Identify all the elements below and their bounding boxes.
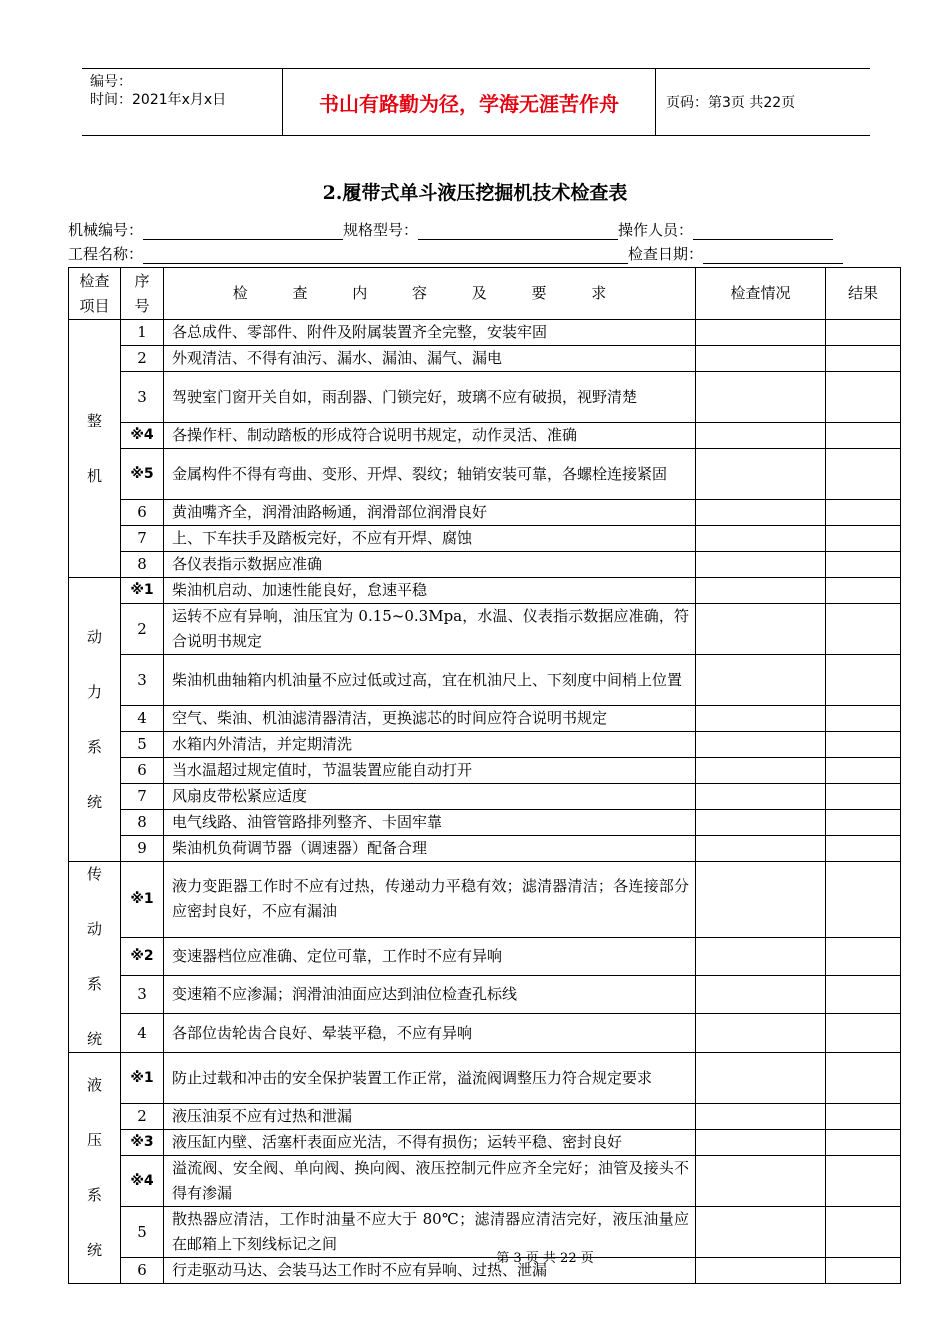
seq-cell: 3 (121, 655, 164, 706)
table-row (69, 500, 901, 526)
category-cell (69, 862, 121, 1053)
requirement-cell: 驾驶室门窗开关自如，雨刮器、门锁完好，玻璃不应有破损，视野清楚 (164, 372, 696, 423)
seq-cell: 2 (121, 346, 164, 372)
time-label: 时间：2021年x月x日 (90, 92, 227, 108)
status-cell[interactable] (696, 706, 826, 732)
category-char: 统 (86, 1241, 102, 1259)
status-cell[interactable] (696, 449, 826, 500)
machine-no-field[interactable] (143, 223, 343, 240)
result-cell[interactable] (826, 1130, 901, 1156)
requirement-cell: 行走驱动马达、会装马达工作时不应有异响、过热、泄漏 (164, 1258, 696, 1284)
table-row (69, 758, 901, 784)
result-cell[interactable] (826, 552, 901, 578)
category-cell (69, 320, 121, 578)
page-header (82, 68, 870, 136)
requirement-cell: 液力变距器工作时不应有过热，传递动力平稳有效；滤清器清洁；各连接部分应密封良好，不应有漏油 (164, 862, 696, 938)
code-label: 编号： (90, 74, 132, 90)
seq-cell: 6 (121, 758, 164, 784)
requirement-cell: 黄油嘴齐全，润滑油路畅通，润滑部位润滑良好 (164, 500, 696, 526)
requirement-cell: 各操作杆、制动踏板的形成符合说明书规定，动作灵活、准确 (164, 423, 696, 449)
requirement-cell: 水箱内外清洁，并定期清洗 (164, 732, 696, 758)
table-row (69, 732, 901, 758)
requirement-cell: 各部位齿轮齿合良好、晕装平稳，不应有异响 (164, 1014, 696, 1053)
requirement-cell: 液压缸内壁、活塞杆表面应光洁，不得有损伤；运转平稳、密封良好 (164, 1130, 696, 1156)
project-field[interactable] (143, 247, 628, 264)
requirement-cell: 溢流阀、安全阀、单向阀、换向阀、液压控制元件应齐全完好；油管及接头不得有渗漏 (164, 1156, 696, 1207)
seq-cell: 3 (121, 372, 164, 423)
model-field[interactable] (418, 223, 618, 240)
seq-cell: 8 (121, 810, 164, 836)
result-cell[interactable] (826, 706, 901, 732)
seq-cell: ※4 (121, 423, 164, 449)
result-cell[interactable] (826, 758, 901, 784)
seq-cell: 8 (121, 552, 164, 578)
header-result: 结果 (826, 268, 901, 320)
requirement-cell: 金属构件不得有弯曲、变形、开焊、裂纹；轴销安装可靠，各螺栓连接紧固 (164, 449, 696, 500)
motto: 书山有路勤为径，学海无涯苦作舟 (283, 69, 656, 135)
status-cell[interactable] (696, 578, 826, 604)
result-cell[interactable] (826, 320, 901, 346)
result-cell[interactable] (826, 836, 901, 862)
seq-cell: 1 (121, 320, 164, 346)
seq-cell: 2 (121, 604, 164, 655)
table-header-row (69, 268, 901, 320)
operator-label: 操作人员： (618, 221, 694, 239)
category-char: 系 (86, 1186, 102, 1204)
status-cell[interactable] (696, 655, 826, 706)
table-row (69, 346, 901, 372)
model-label: 规格型号： (343, 221, 419, 239)
date-field[interactable] (703, 247, 843, 264)
requirement-cell: 变速箱不应渗漏；润滑油油面应达到油位检查孔标线 (164, 975, 696, 1013)
header-seq (121, 268, 164, 320)
category-char: 动 (86, 920, 102, 938)
document-title: 2.履带式单斗液压挖掘机技术检查表 (322, 182, 628, 204)
table-row (69, 578, 901, 604)
requirement-cell: 空气、柴油、机油滤清器清洁，更换滤芯的时间应符合说明书规定 (164, 706, 696, 732)
result-cell[interactable] (826, 1014, 901, 1053)
category-char: 机 (86, 466, 102, 485)
requirement-cell: 各仪表指示数据应准确 (164, 552, 696, 578)
header-status: 检查情况 (696, 268, 826, 320)
table-row (69, 810, 901, 836)
requirement-cell: 当水温超过规定值时，节温装置应能自动打开 (164, 758, 696, 784)
table-row (69, 784, 901, 810)
table-row (69, 552, 901, 578)
table-row (69, 1156, 901, 1207)
requirement-cell: 上、下车扶手及踏板完好，不应有开焊、腐蚀 (164, 526, 696, 552)
category-char: 统 (86, 792, 102, 811)
status-cell[interactable] (696, 975, 826, 1013)
page-indicator: 页码：第3页 共22页 (666, 95, 796, 111)
category-char: 系 (86, 737, 102, 756)
project-label: 工程名称： (68, 245, 144, 263)
result-cell[interactable] (826, 604, 901, 655)
result-cell[interactable] (826, 423, 901, 449)
table-row (69, 937, 901, 975)
seq-cell: 7 (121, 784, 164, 810)
table-row (69, 1104, 901, 1130)
result-cell[interactable] (826, 975, 901, 1013)
operator-field[interactable] (693, 223, 833, 240)
page-footer: 第 3 页 共 22 页 (496, 1251, 594, 1266)
seq-cell: ※2 (121, 937, 164, 975)
status-cell[interactable] (696, 937, 826, 975)
requirement-cell: 外观清洁、不得有油污、漏水、漏油、漏气、漏电 (164, 346, 696, 372)
seq-cell: 2 (121, 1104, 164, 1130)
result-cell[interactable] (826, 1156, 901, 1207)
result-cell[interactable] (826, 732, 901, 758)
header-category-line2: 项目 (79, 296, 110, 315)
table-body (69, 268, 901, 1284)
status-cell[interactable] (696, 552, 826, 578)
seq-cell: 4 (121, 706, 164, 732)
requirement-cell: 各总成件、零部件、附件及附属装置齐全完整，安装牢固 (164, 320, 696, 346)
requirement-cell: 散热器应清洁，工作时油量不应大于 80℃；滤清器应清洁完好，液压油量应在邮箱上下刻线标记之间 (164, 1207, 696, 1258)
table-row (69, 655, 901, 706)
category-char: 传 (86, 865, 102, 883)
machine-no-label: 机械编号： (68, 221, 144, 239)
status-cell[interactable] (696, 1104, 826, 1130)
status-cell[interactable] (696, 810, 826, 836)
requirement-cell: 电气线路、油管管路排列整齐、卡固牢靠 (164, 810, 696, 836)
status-cell[interactable] (696, 526, 826, 552)
result-cell[interactable] (826, 655, 901, 706)
status-cell[interactable] (696, 1053, 826, 1104)
category-char: 力 (86, 682, 102, 701)
table-row (69, 1014, 901, 1053)
status-cell[interactable] (696, 862, 826, 938)
result-cell[interactable] (826, 784, 901, 810)
status-cell[interactable] (696, 604, 826, 655)
header-info (82, 69, 283, 135)
meta-row-1 (68, 220, 833, 240)
requirement-cell: 柴油机负荷调节器（调速器）配备合理 (164, 836, 696, 862)
header-seq-line1: 序 (134, 271, 150, 290)
table-row (69, 706, 901, 732)
header-category-line1: 检查 (79, 271, 110, 290)
result-cell[interactable] (826, 937, 901, 975)
requirement-cell: 柴油机启动、加速性能良好，怠速平稳 (164, 578, 696, 604)
category-char: 统 (86, 1030, 102, 1048)
status-cell[interactable] (696, 836, 826, 862)
seq-cell: ※1 (121, 1053, 164, 1104)
seq-cell: ※3 (121, 1130, 164, 1156)
result-cell[interactable] (826, 578, 901, 604)
requirement-cell: 柴油机曲轴箱内机油量不应过低或过高，宜在机油尺上、下刻度中间梢上位置 (164, 655, 696, 706)
category-char: 动 (86, 627, 102, 646)
seq-cell: 7 (121, 526, 164, 552)
category-char: 压 (86, 1131, 102, 1149)
seq-cell: 5 (121, 1207, 164, 1258)
table-row (69, 604, 901, 655)
header-seq-line2: 号 (134, 296, 150, 315)
result-cell[interactable] (826, 862, 901, 938)
status-cell[interactable] (696, 784, 826, 810)
requirement-cell: 风扇皮带松紧应适度 (164, 784, 696, 810)
table-row (69, 526, 901, 552)
seq-cell: 4 (121, 1014, 164, 1053)
category-char: 液 (86, 1076, 102, 1094)
requirement-cell: 运转不应有异响，油压宜为 0.15~0.3Mpa，水温、仪表指示数据应准确，符合说明书规定 (164, 604, 696, 655)
result-cell[interactable] (826, 810, 901, 836)
result-cell[interactable] (826, 526, 901, 552)
result-cell[interactable] (826, 449, 901, 500)
status-cell[interactable] (696, 500, 826, 526)
requirement-cell: 变速器档位应准确、定位可靠，工作时不应有异响 (164, 937, 696, 975)
seq-cell: ※4 (121, 1156, 164, 1207)
status-cell[interactable] (696, 346, 826, 372)
result-cell[interactable] (826, 372, 901, 423)
result-cell[interactable] (826, 1104, 901, 1130)
date-label: 检查日期： (628, 245, 704, 263)
result-cell[interactable] (826, 500, 901, 526)
table-row (69, 975, 901, 1013)
table-row (69, 423, 901, 449)
status-cell[interactable] (696, 1014, 826, 1053)
table-row (69, 372, 901, 423)
seq-cell: 9 (121, 836, 164, 862)
table-row (69, 449, 901, 500)
result-cell[interactable] (826, 346, 901, 372)
meta-row-2 (68, 244, 843, 264)
table-row (69, 1053, 901, 1104)
requirement-cell: 防止过载和冲击的安全保护装置工作正常，溢流阀调整压力符合规定要求 (164, 1053, 696, 1104)
seq-cell: 5 (121, 732, 164, 758)
category-char: 整 (86, 411, 102, 430)
seq-cell: ※1 (121, 578, 164, 604)
status-cell[interactable] (696, 372, 826, 423)
result-cell[interactable] (826, 1053, 901, 1104)
inspection-table (68, 267, 901, 1284)
category-char: 系 (86, 975, 102, 993)
table-row (69, 1130, 901, 1156)
status-cell[interactable] (696, 320, 826, 346)
seq-cell: 6 (121, 500, 164, 526)
seq-cell: 6 (121, 1258, 164, 1284)
requirement-cell: 液压油泵不应有过热和泄漏 (164, 1104, 696, 1130)
table-row (69, 836, 901, 862)
header-content: 检 查 内 容 及 要 求 (164, 268, 696, 320)
seq-cell: ※1 (121, 862, 164, 938)
status-cell[interactable] (696, 732, 826, 758)
header-category (69, 268, 121, 320)
table-row (69, 320, 901, 346)
seq-cell: ※5 (121, 449, 164, 500)
seq-cell: 3 (121, 975, 164, 1013)
status-cell[interactable] (696, 423, 826, 449)
category-cell (69, 578, 121, 862)
status-cell[interactable] (696, 1130, 826, 1156)
status-cell[interactable] (696, 758, 826, 784)
status-cell[interactable] (696, 1156, 826, 1207)
table-row (69, 862, 901, 938)
